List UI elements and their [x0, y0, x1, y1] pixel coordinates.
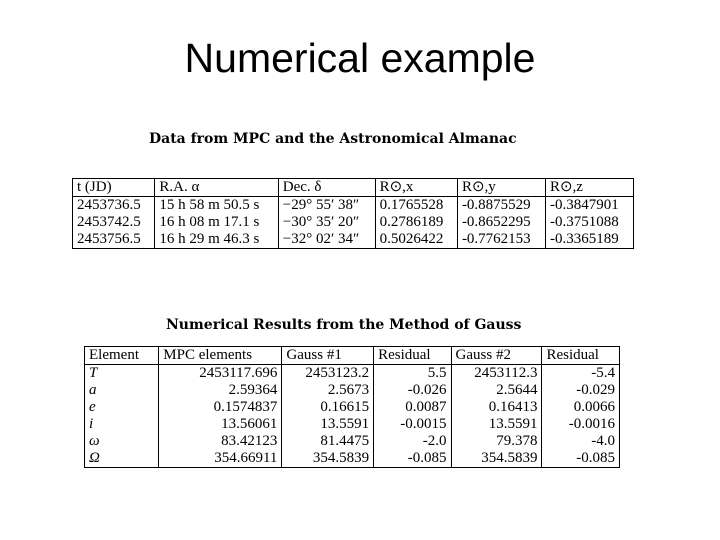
table-cell: 354.66911: [159, 450, 282, 468]
table1-caption: Data from MPC and the Astronomical Almanac: [149, 131, 517, 147]
table-cell: -0.7762153: [457, 231, 545, 249]
column-header: R⊙,z: [545, 179, 633, 197]
table-cell: a: [85, 382, 159, 399]
table-cell: -0.085: [542, 450, 620, 468]
table-cell: 79.378: [451, 433, 542, 450]
table-header-row: [85, 347, 620, 365]
table-cell: 2453117.696: [159, 365, 282, 383]
column-header: Gauss #2: [451, 347, 542, 365]
table-row: [85, 450, 620, 468]
table-cell: 2.5673: [282, 382, 374, 399]
column-header: MPC elements: [159, 347, 282, 365]
table-cell: 16 h 29 m 46.3 s: [155, 231, 278, 249]
table-header-row: [73, 179, 634, 197]
mpc-data-table: [72, 178, 634, 249]
table-cell: 2453123.2: [282, 365, 374, 383]
table-cell: 0.1765528: [375, 197, 457, 215]
table-cell: 2453742.5: [73, 214, 155, 231]
table-cell: -0.085: [374, 450, 451, 468]
table-cell: ω: [85, 433, 159, 450]
table-row: [85, 399, 620, 416]
table-cell: 0.16615: [282, 399, 374, 416]
table-cell: 0.2786189: [375, 214, 457, 231]
table-cell: 2453736.5: [73, 197, 155, 215]
column-header: Gauss #1: [282, 347, 374, 365]
column-header: R.A. α: [155, 179, 278, 197]
slide-title: Numerical example: [184, 35, 536, 81]
table-row: [73, 231, 634, 249]
table-cell: −29° 55′ 38″: [278, 197, 375, 215]
table-cell: -0.3751088: [545, 214, 633, 231]
table-cell: 2.5644: [451, 382, 542, 399]
table-cell: 15 h 58 m 50.5 s: [155, 197, 278, 215]
table-cell: Ω: [85, 450, 159, 468]
table-cell: T: [85, 365, 159, 383]
table-row: [73, 197, 634, 215]
column-header: Element: [85, 347, 159, 365]
table-cell: e: [85, 399, 159, 416]
table-cell: 0.0087: [374, 399, 451, 416]
table-row: [73, 214, 634, 231]
table-cell: 0.1574837: [159, 399, 282, 416]
column-header: R⊙,x: [375, 179, 457, 197]
table-cell: 5.5: [374, 365, 451, 383]
table-row: [85, 416, 620, 433]
table-cell: -0.026: [374, 382, 451, 399]
table-cell: 2453756.5: [73, 231, 155, 249]
table-cell: −32° 02′ 34″: [278, 231, 375, 249]
gauss-results-table: [84, 346, 620, 468]
table-cell: 2.59364: [159, 382, 282, 399]
table-cell: 0.16413: [451, 399, 542, 416]
table-row: [85, 382, 620, 399]
column-header: R⊙,y: [457, 179, 545, 197]
table-row: [85, 365, 620, 383]
table-cell: 83.42123: [159, 433, 282, 450]
column-header: Residual: [542, 347, 620, 365]
table-cell: -0.029: [542, 382, 620, 399]
table-cell: -4.0: [542, 433, 620, 450]
table-cell: 0.0066: [542, 399, 620, 416]
table-cell: i: [85, 416, 159, 433]
table-cell: 13.5591: [282, 416, 374, 433]
column-header: Dec. δ: [278, 179, 375, 197]
column-header: Residual: [374, 347, 451, 365]
table-cell: −30° 35′ 20″: [278, 214, 375, 231]
table-cell: -5.4: [542, 365, 620, 383]
table-row: [85, 433, 620, 450]
table2-caption: Numerical Results from the Method of Gauss: [166, 317, 522, 333]
column-header: t (JD): [73, 179, 155, 197]
table-cell: 16 h 08 m 17.1 s: [155, 214, 278, 231]
table-cell: -0.0015: [374, 416, 451, 433]
table-cell: 2453112.3: [451, 365, 542, 383]
table-cell: 0.5026422: [375, 231, 457, 249]
table-cell: -0.8652295: [457, 214, 545, 231]
table-cell: 354.5839: [451, 450, 542, 468]
table-cell: -0.0016: [542, 416, 620, 433]
table-cell: 81.4475: [282, 433, 374, 450]
table-cell: -2.0: [374, 433, 451, 450]
table-cell: 13.56061: [159, 416, 282, 433]
table-cell: -0.3847901: [545, 197, 633, 215]
table-cell: 354.5839: [282, 450, 374, 468]
table-cell: -0.3365189: [545, 231, 633, 249]
table-cell: 13.5591: [451, 416, 542, 433]
table-cell: -0.8875529: [457, 197, 545, 215]
